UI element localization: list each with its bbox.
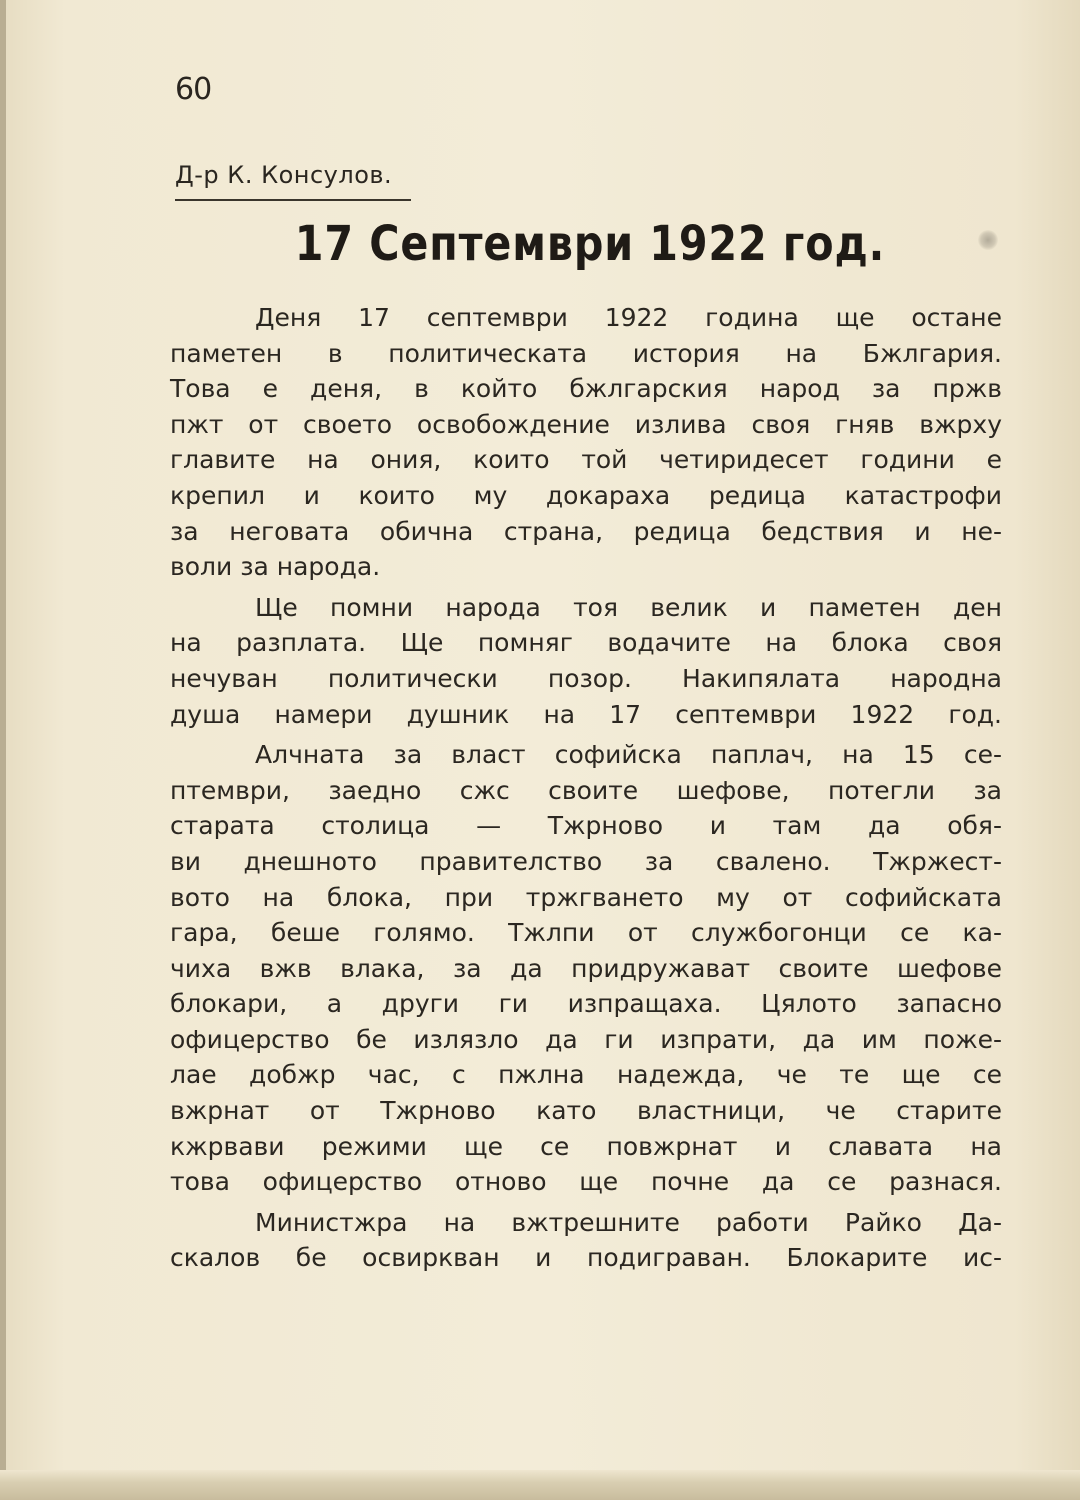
- author-underline: [175, 199, 411, 201]
- paragraph-1: [170, 300, 1002, 585]
- text-line: старата столица — Тжрново и там да обя-: [170, 811, 1002, 841]
- paragraph-3: [170, 737, 1002, 1200]
- paragraph-2: [170, 590, 1002, 732]
- author-byline: Д-р К. Консулов.: [175, 161, 393, 189]
- page-number: 60: [175, 72, 212, 107]
- text-line: чиха вжв влака, за да придружават своите шефове: [170, 953, 1002, 983]
- text-line: Ще помни народа тоя велик и паметен ден: [255, 592, 1002, 622]
- text-line: кжрвави режими ще се повжрнат и славата на: [170, 1131, 1002, 1161]
- text-line: гара, беше голямо. Тжлпи от службогонци се ка-: [170, 918, 1002, 948]
- text-line: на разплата. Ще помняг водачите на блока своя: [170, 628, 1002, 658]
- text-line: офицерство бе излязло да ги изпрати, да им поже-: [170, 1024, 1002, 1054]
- page-bottom-edge: [0, 1470, 1080, 1500]
- text-line: това офицерство отново ще почне да се разнася.: [170, 1167, 1002, 1197]
- text-line: Деня 17 септември 1922 година ще остане: [255, 303, 1002, 332]
- text-line: за неговата обична страна, редица бедствия и не-: [170, 516, 1002, 546]
- ink-smudge: [978, 230, 998, 250]
- article-title: 17 Септември 1922 год.: [294, 216, 886, 272]
- text-line: вжрнат от Тжрново като властници, че старите: [170, 1096, 1002, 1126]
- text-line: Министжра на вжтрешните работи Райко Да-: [255, 1207, 1002, 1237]
- text-line: главите на ония, които той четиридесет години е: [170, 445, 1002, 475]
- text-line: крепил и които му докараха редица катастрофи: [170, 480, 1002, 510]
- text-line: душа намери душник на 17 септември 1922 год.: [170, 699, 1002, 729]
- text-line: птември, заедно сжс своите шефове, потегли за: [170, 775, 1002, 805]
- page-binding-edge: [0, 0, 6, 1500]
- text-line: скалов бе освиркван и подигравaн. Блокарите ис-: [170, 1243, 1002, 1273]
- text-line: Това е деня, в който бжлгарския народ за пржв: [170, 374, 1002, 404]
- paragraph-4: [170, 1205, 1002, 1276]
- text-line: ви днешното правителство за свалено. Тжржест-: [170, 846, 1002, 876]
- text-line: Алчната за власт софийска паплач, на 15 се-: [255, 740, 1002, 770]
- text-line: нечуван политически позор. Накипялата народна: [170, 663, 1002, 693]
- text-line: паметен в политическата история на Бжлгария.: [170, 338, 1002, 368]
- article-body: [170, 300, 1002, 1276]
- text-line: блокари, а други ги изпращаха. Цялото запасно: [170, 989, 1002, 1019]
- text-line: лае добжр час, с пжлна надежда, че те ще се: [170, 1060, 1002, 1090]
- text-line: воли за народа.: [170, 552, 381, 582]
- text-line: вото на блока, при тржгването му от софийската: [170, 882, 1002, 912]
- text-line: пжт от своето освобождение излива своя гняв вжрху: [170, 409, 1002, 439]
